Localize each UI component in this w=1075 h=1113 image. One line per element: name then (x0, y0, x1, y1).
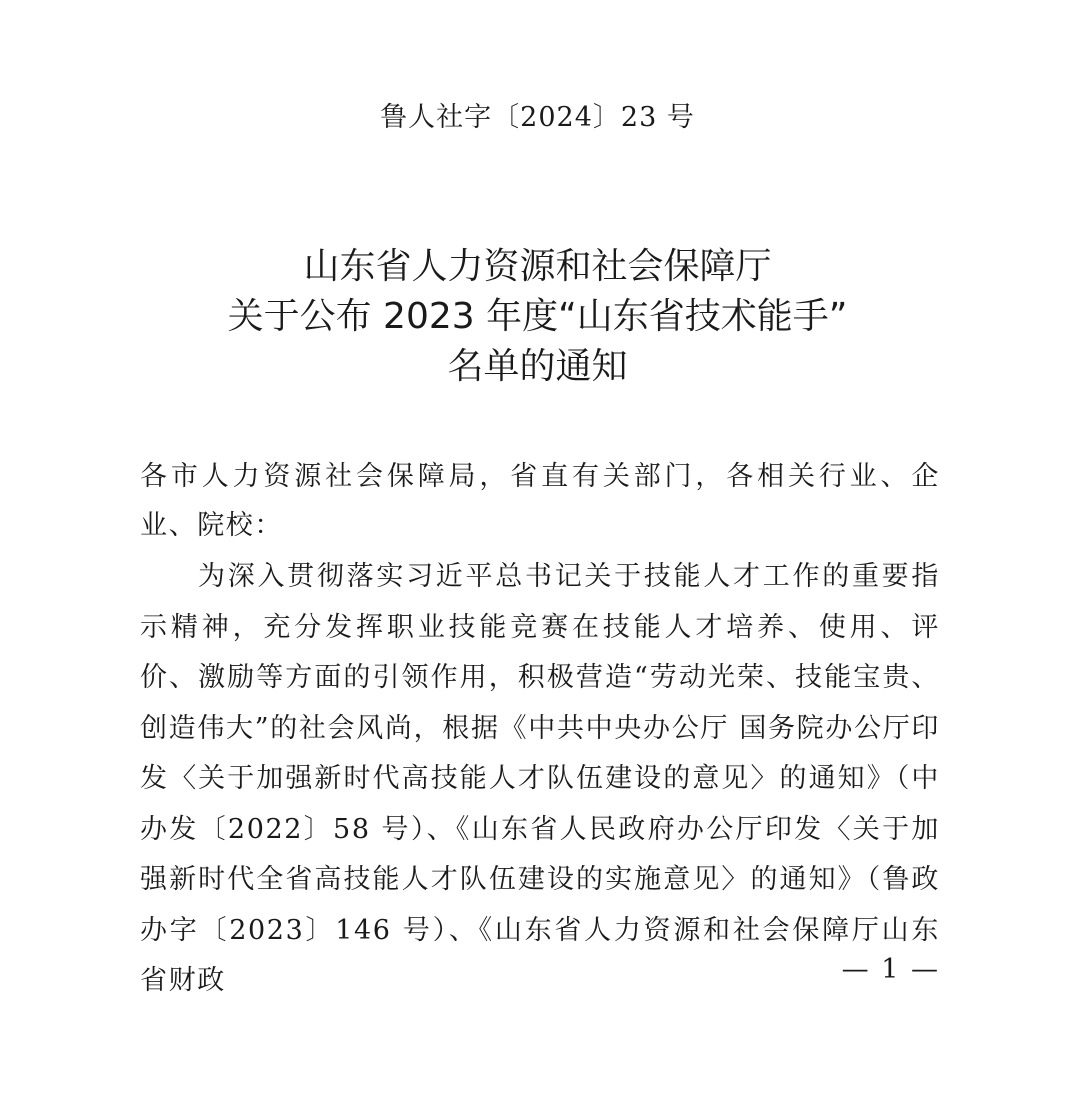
salutation: 各市人力资源社会保障局，省直有关部门，各相关行业、企业、院校： (140, 461, 940, 541)
page-number: — 1 — (841, 954, 940, 985)
document-number: 鲁人社字〔2024〕23 号 (380, 102, 695, 133)
title-line-3: 名单的通知 (447, 346, 628, 387)
body-paragraph: 为深入贯彻落实习近平总书记关于技能人才工作的重要指示精神，充分发挥职业技能竞赛在技能人才培养、使用、评价、激励等方面的引领作用，积极营造“劳动光荣、技能宝贵、创造伟大”的社会风尚，根据《中共中央办公厅 国务院办公厅印发〈关于加强新时代高技能人才队伍建设的意见〉的通知》（中办发〔2022〕58 号）、《山东省人民政府办公厅印发〈关于加强新时代全省高技能人才队伍建设的实施意见〉的通知》（鲁政办字〔2023〕146 号）、《山东省人力资源和社会保障厅山东省财政 (140, 561, 940, 996)
title-line-2: 关于公布 2023 年度“山东省技术能手” (227, 296, 848, 337)
title-line-1: 山东省人力资源和社会保障厅 (303, 246, 772, 287)
document-title (0, 242, 1075, 392)
